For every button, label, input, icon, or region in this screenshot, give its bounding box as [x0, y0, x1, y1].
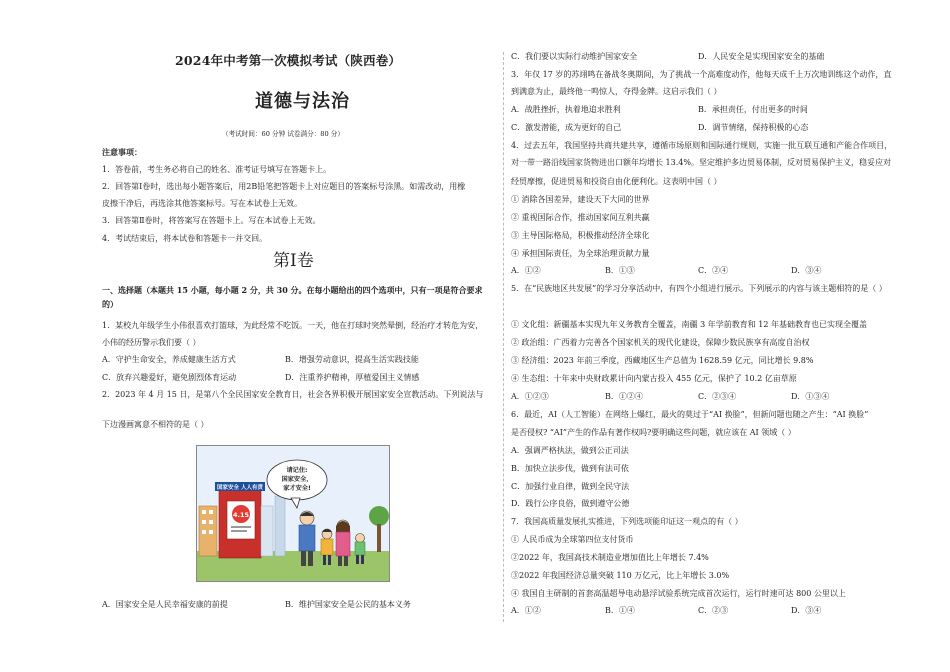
question-5-item: ② 政治组：广西着力完善各个国家机关的现代化建设，保障少数民族享有高度自治权: [511, 338, 810, 347]
question-6-option-c: C．加强行业自律，做到全民守法: [511, 482, 630, 491]
cartoon-bubble-line: 请记住:: [286, 467, 308, 474]
question-5-stem: 5．在“民族地区共发展”的学习分享活动中，有四个小组进行展示。下列展示的内容与该主题相符的是（ ）: [511, 284, 887, 293]
question-2-option-c: C．我们要以实际行动维护国家安全: [511, 52, 638, 61]
question-5-option-a: A．①②③: [511, 392, 549, 401]
question-3-option-a: A．战胜挫折，执着地追求胜利: [511, 105, 621, 114]
question-4-option-d: D．③④: [791, 266, 822, 275]
question-4-option-b: B．①③: [605, 266, 635, 275]
question-4-option-a: A．①②: [511, 266, 541, 275]
question-1-stem: 小伟的经历警示我们要（ ）: [102, 338, 201, 347]
subject-title: 道德与法治: [255, 91, 350, 112]
section-heading: 一、选择题（本题共 15 小题，每小题 2 分，共 30 分。在每小题给出的四个选项中，只有一项是符合要求: [102, 285, 483, 295]
notice-item: 3．回答第Ⅱ卷时，将答案写在答题卡上。写在本试卷上无效。: [102, 216, 321, 225]
question-2-option-a: A．国家安全是人民幸福安康的前提: [102, 600, 228, 609]
question-4-stem: 对一带一路沿线国家货物进出口额年均增长 13.4%。坚定维护多边贸易体制，反对贸易保护主义，稳妥应对: [511, 158, 891, 167]
question-6-option-d: D．践行公序良俗，做到遵守公德: [511, 499, 630, 508]
question-4-item: ② 重视国际合作，推动国家间互利共赢: [511, 213, 650, 222]
notice-title: 注意事项：: [102, 147, 142, 157]
exam-title: 2024年中考第一次模拟考试（陕西卷）: [175, 53, 402, 68]
cartoon-poster-date: 4.15: [232, 511, 250, 519]
question-5-item: ③ 经济组：2023 年前三季度，西藏地区生产总值为 1628.59 亿元，同比增长 9.8%: [511, 356, 814, 365]
notice-item: 皮擦干净后，再选涂其他答案标号。写在本试卷上无效。: [102, 199, 302, 208]
question-5-option-b: B．①②④: [605, 392, 643, 401]
question-3-option-c: C．激发潜能，成为更好的自己: [511, 123, 622, 132]
question-7-item: ④ 我国自主研制的首套高温超导电动悬浮试验系统完成首次运行，运行时速可达 800 公里以上: [511, 589, 846, 598]
cartoon-illustration: [197, 446, 389, 581]
question-4-option-c: C．②④: [698, 266, 729, 275]
question-1-option-a: A．守护生命安全，养成健康生活方式: [102, 355, 236, 364]
question-4-item: ③ 主导国际格局，积极推动经济全球化: [511, 231, 650, 240]
national-security-cartoon: [196, 445, 390, 582]
section-heading: 的）: [102, 299, 118, 309]
question-2-stem: 下边漫画寓意不相符的是（ ）: [102, 420, 209, 429]
question-7-option-b: B．①④: [605, 606, 635, 615]
question-2-option-d: D．人民安全是实现国家安全的基础: [698, 52, 825, 61]
question-1-option-c: C．放弃兴趣爱好，避免剧烈体育运动: [102, 373, 237, 382]
question-3-stem: 到满意为止，最终他一鸣惊人，夺得金牌。这启示我们（ ）: [511, 87, 722, 96]
question-5-option-d: D．①③④: [791, 392, 830, 401]
question-6-option-a: A．强调严格执法，做到公正司法: [511, 446, 629, 455]
question-4-item: ④ 承担国际责任，为全球治理贡献力量: [511, 249, 650, 258]
notice-item: 2．回答第Ⅰ卷时，选出每小题答案后，用2B铅笔把答题卡上对应题目的答案标号涂黑。如需改动，用橡: [102, 182, 466, 191]
volume-title: 第Ⅰ卷: [273, 251, 314, 271]
question-1-stem: 1．某校九年级学生小伟很喜欢打篮球，为此经常不吃饭。一天，他在打球时突然晕倒，经治疗才转危为安，: [102, 321, 484, 330]
question-2-stem: 2．2023 年 4 月 15 日，是第八个全民国家安全教育日，社会各界积极开展国家安全宣教活动。下列说法与: [102, 390, 484, 399]
question-7-option-d: D．③④: [791, 606, 822, 615]
question-3-option-d: D．调节情绪，保持积极的心态: [698, 123, 809, 132]
question-7-stem: 7．我国高质量发展扎实推进，下列选项能印证这一观点的有（ ）: [511, 517, 743, 526]
question-7-item: ②2022 年，我国高技术制造业增加值比上年增长 7.4%: [511, 553, 709, 562]
question-6-stem: 是否侵权? “AI”产生的作品有著作权吗?要明确这些问题，就应该在 AI 领域（ ）: [511, 428, 796, 437]
notice-item: 1．答卷前，考生务必将自己的姓名、准考证号填写在答题卡上。: [102, 165, 332, 174]
question-3-stem: 3．年仅 17 岁的苏翊鸣在备战冬奥期间，为了挑战一个高难度动作，他每天成千上万次地训练这个动作，直: [511, 70, 892, 79]
cartoon-banner: 国家安全 人人有责: [217, 485, 263, 491]
question-5-item: ① 文化组：新疆基本实现九年义务教育全覆盖，南疆 3 年学前教育和 12 年基础教育也已实现全覆盖: [511, 320, 867, 329]
question-5-option-c: C．②③④: [698, 392, 737, 401]
notice-item: 4．考试结束后，将本试卷和答题卡一并交回。: [102, 234, 268, 243]
question-7-option-c: C．②③: [698, 606, 729, 615]
question-6-stem: 6．最近，AI（人工智能）在网络上爆红，最火的莫过于“AI 换脸”，但新问题也随之产生：“AI 换脸”: [511, 410, 869, 419]
question-7-item: ③2022 年我国经济总量突破 110 万亿元，比上年增长 3.0%: [511, 571, 730, 580]
cartoon-bubble-line: 国家安全，: [281, 476, 313, 483]
question-6-option-b: B．加快立法步伐，做到有法可依: [511, 464, 629, 473]
question-2-option-b: B．维护国家安全是公民的基本义务: [285, 600, 411, 609]
question-4-stem: 经贸摩擦，促进贸易和投资自由化便利化。这表明中国（ ）: [511, 177, 722, 186]
question-1-option-b: B．增强劳动意识，提高生活实践技能: [285, 355, 419, 364]
question-1-option-d: D．注重养护精神，厚植爱国主义情感: [285, 373, 420, 382]
question-4-stem: 4．过去五年，我国坚持共商共建共享，遵循市场原则和国际通行规则，实施一批互联互通和产能合作项目，: [511, 141, 893, 150]
cartoon-bubble-line: 家才安全!: [283, 485, 311, 492]
question-3-option-b: B．承担责任，付出更多的时间: [698, 105, 808, 114]
exam-info: （考试时间：60 分钟 试卷满分：80 分）: [222, 130, 344, 138]
column-divider: [503, 52, 504, 622]
question-4-item: ① 消除各国差异，建设天下大同的世界: [511, 195, 650, 204]
question-7-option-a: A．①②: [511, 606, 541, 615]
question-7-item: ① 人民币成为全球第四位支付货币: [511, 535, 634, 544]
question-5-item: ④ 生态组：十年来中央财政累计向内蒙古投入 455 亿元，保护了 10.2 亿亩草原: [511, 374, 797, 383]
